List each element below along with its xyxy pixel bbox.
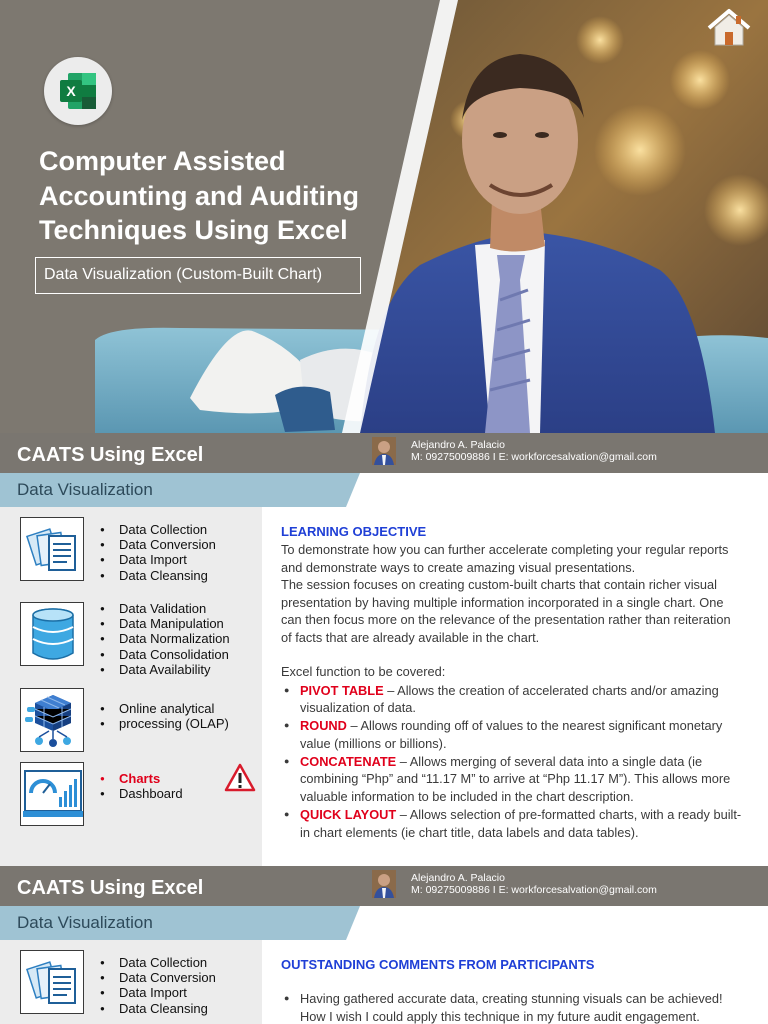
database-icon — [20, 602, 84, 666]
participant-comments — [281, 957, 751, 1024]
topic-list — [100, 701, 229, 731]
excel-icon — [58, 71, 98, 111]
section-subtitle: Data Visualization — [17, 480, 153, 499]
page-title — [39, 144, 439, 248]
function-list — [281, 682, 751, 842]
section-subheader — [0, 906, 768, 940]
contact-details: M: 09275009886 I E: workforcesalvation@gmail.com — [411, 451, 657, 463]
text-line: presentation by having multiple information incorporated in a single chart. One — [281, 594, 724, 610]
list-item: ● Data Collection — [100, 955, 216, 970]
function-desc: in chart elements (ie chart title, data labels and data tables). — [300, 824, 639, 840]
function-desc: – Allows rounding off of values to the nearest significant monetary — [346, 718, 723, 734]
list-item: ● Data Collection — [100, 522, 216, 537]
list-item: ● Online analytical — [100, 701, 229, 716]
svg-text:X: X — [66, 83, 76, 99]
avatar — [372, 437, 396, 465]
list-item-highlighted: ● Charts — [100, 771, 183, 786]
hero-banner — [0, 0, 768, 433]
olap-cube-icon — [20, 688, 84, 752]
text-line: can then focus more on the relevance of the presentation rather than reiteration — [281, 612, 731, 627]
documents-icon — [20, 950, 84, 1014]
list-item: ● Data Cleansing — [100, 568, 216, 583]
documents-icon — [20, 517, 84, 581]
list-item: ● Data Manipulation — [100, 616, 230, 631]
function-item — [281, 682, 751, 718]
contact-name: Alejandro A. Palacio — [411, 872, 505, 884]
topic-list — [100, 955, 216, 1016]
functions-label: Excel function to be covered: — [281, 664, 446, 679]
function-desc: – Allows the creation of accelerated charts and/or amazing — [383, 682, 719, 698]
warning-icon — [224, 763, 256, 797]
contact-card — [372, 870, 762, 900]
contact-card — [372, 437, 762, 467]
list-item: ● Dashboard — [100, 786, 183, 801]
list-item: ● Data Import — [100, 552, 216, 567]
list-item: ● Data Consolidation — [100, 647, 230, 662]
comments-heading: OUTSTANDING COMMENTS FROM PARTICIPANTS — [281, 957, 595, 972]
text-line: To demonstrate how you can further accelerate completing your regular reports — [281, 542, 729, 557]
title-line: Accounting and Auditing — [39, 180, 359, 211]
comment-item — [281, 990, 751, 1024]
title-line: Techniques Using Excel — [39, 215, 348, 245]
list-item: ● Data Conversion — [100, 537, 216, 552]
course-subtitle: Data Visualization (Custom-Built Chart) — [35, 257, 361, 294]
section-title: CAATS Using Excel — [17, 877, 204, 899]
learning-objective — [281, 524, 751, 842]
section-subtitle: Data Visualization — [17, 913, 153, 932]
section-header-band — [0, 433, 768, 473]
function-item — [281, 717, 751, 753]
function-name: QUICK LAYOUT — [300, 807, 397, 823]
title-line: Computer Assisted — [39, 146, 286, 176]
function-name: ROUND — [300, 718, 347, 734]
section-subheader — [0, 473, 768, 507]
function-desc: value (millions or billions). — [300, 735, 447, 751]
list-item: ● processing (OLAP) — [100, 716, 229, 731]
function-item — [281, 806, 751, 842]
avatar — [372, 870, 396, 898]
contact-details: M: 09275009886 I E: workforcesalvation@gmail.com — [411, 884, 657, 896]
function-desc: combining “Php” and “11.17 M” to arrive at “Php 11.17 M”). This allows more — [300, 771, 731, 787]
text-line: The session focuses on creating custom-built charts that contain richer visual — [281, 577, 718, 592]
topic-list — [100, 771, 183, 801]
list-item: ● Data Conversion — [100, 970, 216, 985]
list-item: ● Data Cleansing — [100, 1001, 216, 1016]
list-item: ● Data Import — [100, 985, 216, 1000]
list-item: ● Data Normalization — [100, 631, 230, 646]
learning-intro — [281, 541, 751, 646]
function-desc: – Allows merging of several data into a single data (ie — [396, 753, 703, 769]
function-name: CONCATENATE — [300, 753, 397, 769]
dashboard-chart-icon — [20, 762, 84, 826]
comment-text: How I wish I could apply this technique in my future audit engagement. — [300, 1008, 700, 1024]
list-item: ● Data Availability — [100, 662, 230, 677]
function-desc: – Allows selection of pre-formatted charts, with a ready built- — [396, 807, 742, 823]
excel-logo — [44, 57, 112, 125]
list-item: ● Data Validation — [100, 601, 230, 616]
contact-name: Alejandro A. Palacio — [411, 439, 505, 451]
function-desc: valuable information to be included in the chart description. — [300, 789, 634, 805]
section-header-band — [0, 866, 768, 906]
topic-list — [100, 522, 216, 583]
comments-list — [281, 990, 751, 1024]
section-title: CAATS Using Excel — [17, 444, 204, 466]
learning-heading: LEARNING OBJECTIVE — [281, 524, 427, 539]
function-item — [281, 753, 751, 806]
text-line: of facts that are already available in the chart. — [281, 629, 540, 645]
home-icon[interactable] — [706, 8, 752, 48]
text-line: and demonstrate ways to create amazing visual presentations. — [281, 559, 636, 575]
function-desc: visualization of data. — [300, 700, 416, 716]
function-name: PIVOT TABLE — [300, 682, 384, 698]
topic-list — [100, 601, 230, 677]
comment-text: Having gathered accurate data, creating stunning visuals can be achieved! — [300, 991, 723, 1006]
